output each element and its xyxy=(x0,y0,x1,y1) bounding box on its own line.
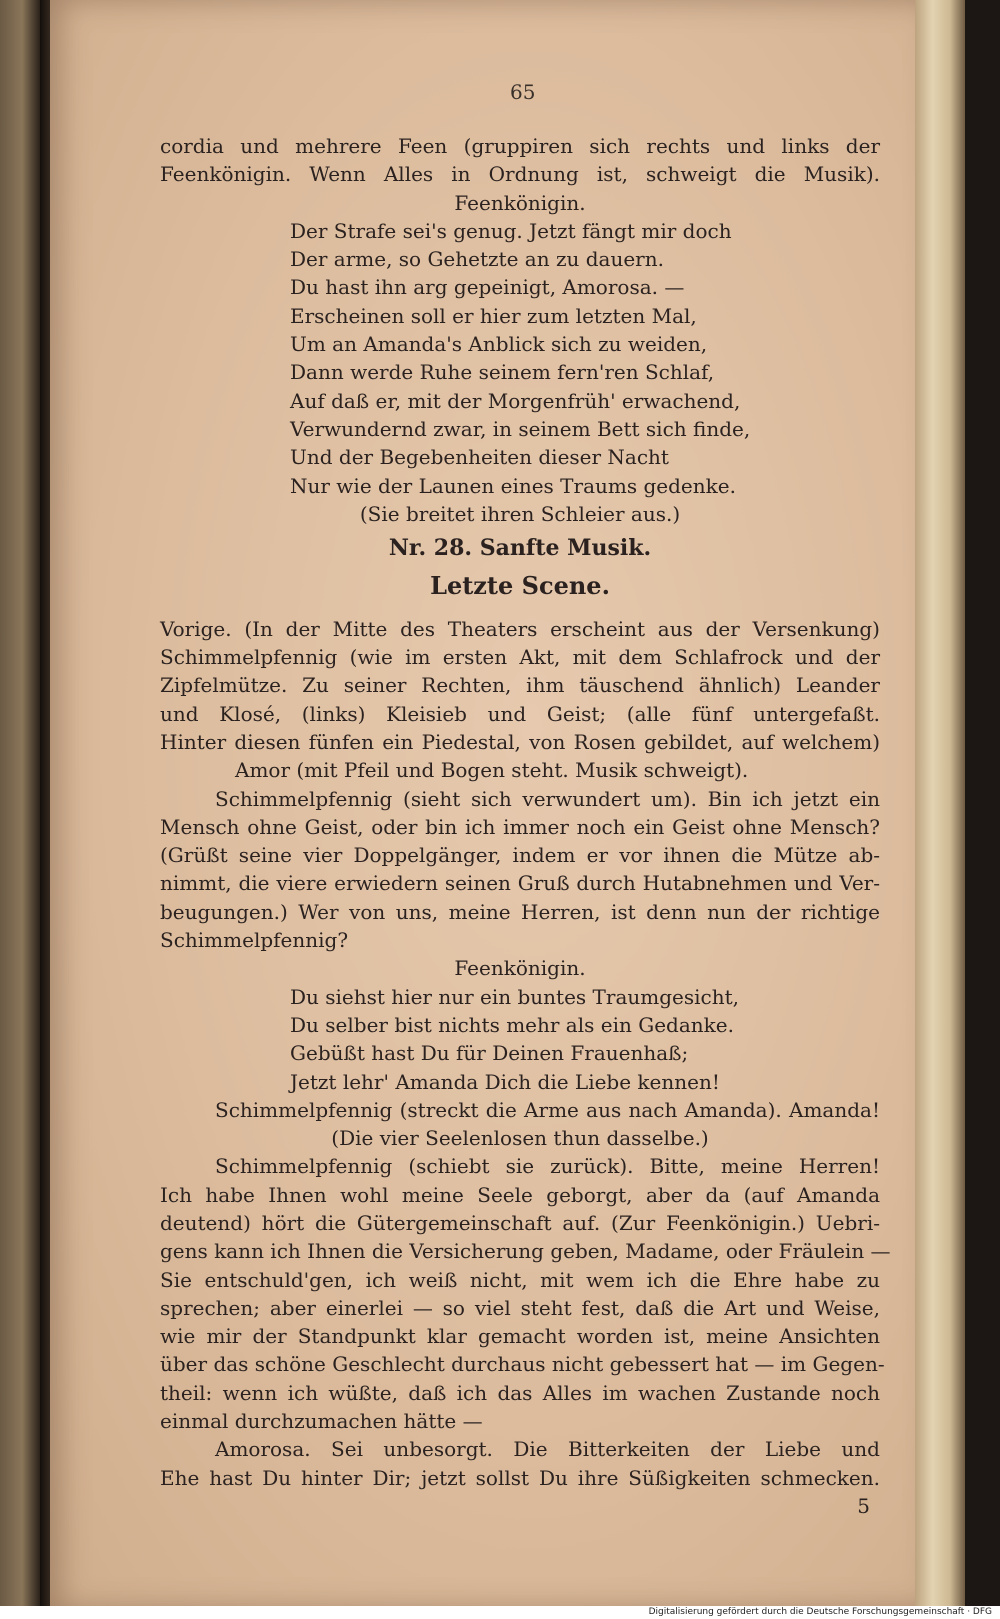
music-number-heading: Nr. 28. Sanfte Musik. xyxy=(388,535,652,562)
text-line: gens kann ich Ihnen die Versicherung geben, Madame, oder Fräulein — xyxy=(160,1239,891,1264)
text-line: und Klosé, (links) Kleisieb und Geist; (alle fünf untergefaßt. xyxy=(160,701,880,726)
text-line: Mensch ohne Geist, oder bin ich immer noch ein Geist ohne Mensch? xyxy=(160,814,880,839)
text-line: Ehe hast Du hinter Dir; jetzt sollst Du ihre Süßigkeiten schmecken. xyxy=(160,1465,880,1490)
text-line: Schimmelpfennig? xyxy=(160,928,349,953)
page-text xyxy=(160,132,891,1520)
verse-line: Auf daß er, mit der Morgenfrüh' erwachend, xyxy=(290,388,741,413)
page-fore-edge xyxy=(915,0,965,1610)
text-line: Schimmelpfennig (wie im ersten Akt, mit dem Schlafrock und der xyxy=(160,645,880,670)
verse-line: Verwundernd zwar, in seinem Bett sich finde, xyxy=(290,416,751,441)
signature-mark: 5 xyxy=(857,1493,870,1518)
verse-line: Jetzt lehr' Amanda Dich die Liebe kennen! xyxy=(290,1069,720,1094)
text-line: theil: wenn ich wüßte, daß ich das Alles im wachen Zustande noch xyxy=(160,1380,880,1405)
text-line: Ich habe Ihnen wohl meine Seele geborgt, aber da (auf Amanda xyxy=(160,1182,880,1207)
text-line: deutend) hört die Gütergemeinschaft auf. (Zur Feenkönigin.) Uebri- xyxy=(160,1210,880,1235)
page-number: 65 xyxy=(510,80,536,104)
text-line: Feenkönigin. Wenn Alles in Ordnung ist, schweigt die Musik). xyxy=(160,162,880,187)
text-line: Amor (mit Pfeil und Bogen steht. Musik schweigt). xyxy=(235,758,749,783)
text-line: (Grüßt seine vier Doppelgänger, indem er vor ihnen die Mütze ab- xyxy=(160,843,880,868)
text-line: Vorige. (In der Mitte des Theaters erscheint aus der Versenkung) xyxy=(160,616,880,641)
footer-strip xyxy=(0,1606,1000,1619)
stage-direction: (Die vier Seelenlosen thun dasselbe.) xyxy=(331,1126,709,1151)
verse-line: Dann werde Ruhe seinem fern'ren Schlaf, xyxy=(290,360,715,385)
text-line: nimmt, die viere erwiedern seinen Gruß durch Hutabnehmen und Ver- xyxy=(160,871,880,896)
text-line: wie mir der Standpunkt klar gemacht worden ist, meine Ansichten xyxy=(160,1324,880,1349)
verse-line: Um an Amanda's Anblick sich zu weiden, xyxy=(290,332,708,357)
text-line: Amorosa. Sei unbesorgt. Die Bitterkeiten der Liebe und xyxy=(215,1437,880,1462)
text-line: sprechen; aber einerlei — so viel steht fest, daß die Art und Weise, xyxy=(160,1295,880,1320)
stage-direction: (Sie breitet ihren Schleier aus.) xyxy=(359,501,681,526)
text-line: Hinter diesen fünfen ein Piedestal, von Rosen gebildet, auf welchem) xyxy=(160,729,880,754)
scene-heading: Letzte Scene. xyxy=(430,571,610,601)
text-line: Schimmelpfennig (schiebt sie zurück). Bitte, meine Herren! xyxy=(215,1154,880,1179)
verse-line: Du siehst hier nur ein buntes Traumgesicht, xyxy=(290,984,739,1009)
text-line: cordia und mehrere Feen (gruppiren sich rechts und links der xyxy=(160,134,880,158)
facing-page-edge xyxy=(0,0,40,1619)
text-line: einmal durchzumachen hätte — xyxy=(160,1409,483,1434)
verse-line: Erscheinen soll er hier zum letzten Mal, xyxy=(290,303,697,328)
text-line: über das schöne Geschlecht durchaus nicht gebessert hat — im Gegen- xyxy=(160,1352,885,1377)
speaker-heading: Feenkönigin. xyxy=(454,190,586,215)
verse-line: Du selber bist nichts mehr als ein Gedanke. xyxy=(290,1012,734,1037)
verse-line: Der arme, so Gehetzte an zu dauern. xyxy=(290,247,664,272)
text-line: Schimmelpfennig (sieht sich verwundert um). Bin ich jetzt ein xyxy=(215,786,880,811)
book-page xyxy=(50,0,925,1610)
speaker-heading: Feenkönigin. xyxy=(454,956,586,981)
text-line: Schimmelpfennig (streckt die Arme aus nach Amanda). Amanda! xyxy=(215,1097,880,1122)
text-line: Zipfelmütze. Zu seiner Rechten, ihm täuschend ähnlich) Leander xyxy=(160,673,880,698)
verse-line: Der Strafe sei's genug. Jetzt fängt mir doch xyxy=(290,218,732,243)
digitization-credit: Digitalisierung gefördert durch die Deutsche Forschungsgemeinschaft · DFG xyxy=(648,1607,992,1617)
text-line: Sie entschuld'gen, ich weiß nicht, mit wem ich die Ehre habe zu xyxy=(160,1267,880,1292)
text-line: beugungen.) Wer von uns, meine Herren, ist denn nun der richtige xyxy=(160,899,880,924)
verse-line: Und der Begebenheiten dieser Nacht xyxy=(290,445,669,470)
verse-line: Du hast ihn arg gepeinigt, Amorosa. — xyxy=(290,275,685,300)
verse-line: Gebüßt hast Du für Deinen Frauenhaß; xyxy=(290,1041,689,1066)
verse-line: Nur wie der Launen eines Traums gedenke. xyxy=(290,473,736,498)
